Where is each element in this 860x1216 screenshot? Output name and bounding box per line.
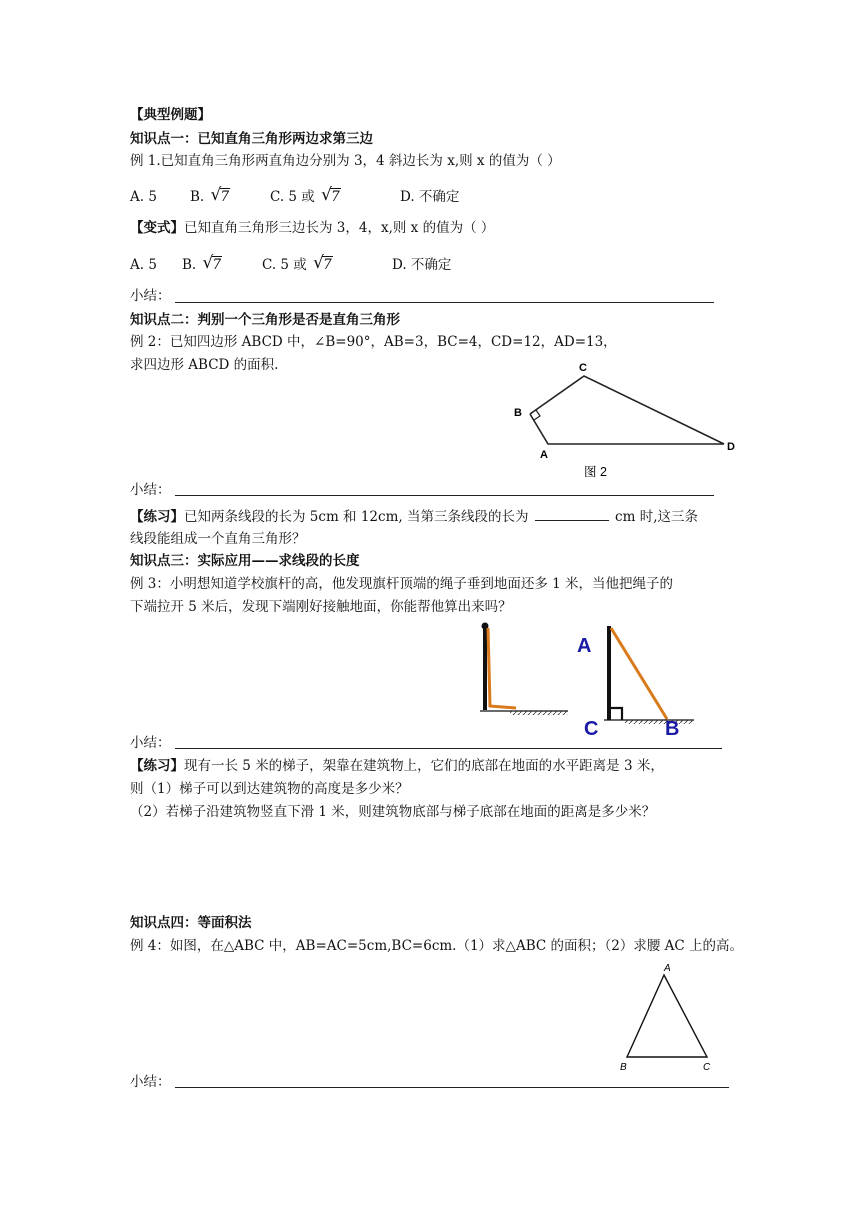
kp1-option-a: A. 5 bbox=[130, 189, 157, 205]
kp1-option-b bbox=[190, 185, 230, 206]
flagpole-figure bbox=[470, 618, 704, 740]
practice-suffix: cm 时,这三条 bbox=[615, 509, 698, 525]
practice-prefix bbox=[130, 509, 528, 525]
kp2-example-line2: 求四边形 ABCD 的面积. bbox=[130, 357, 279, 373]
option-b-label: B. bbox=[182, 257, 197, 273]
quadrilateral-outline bbox=[530, 376, 724, 444]
variant-tag: 【变式】 bbox=[130, 220, 184, 236]
kp2-practice bbox=[130, 507, 698, 526]
kp4-heading: 知识点四：等面积法 bbox=[130, 915, 252, 931]
label-c: C bbox=[703, 1062, 711, 1073]
label-a: A bbox=[664, 963, 671, 974]
label-d: D bbox=[727, 441, 735, 453]
kp4-example: 例 4：如图，在△ABC 中，AB=AC=5cm,BC=6cm.（1）求△ABC 的面积；（2）求腰 AC 上的高。 bbox=[130, 938, 743, 954]
kp4-summary-line[interactable] bbox=[175, 1087, 729, 1088]
sqrt-symbol: √ 7 bbox=[313, 253, 332, 273]
triangle-figure bbox=[614, 958, 718, 1078]
kp1-variant-option-c bbox=[262, 253, 333, 274]
kp3-practice-line3: （2）若梯子沿建筑物竖直下滑 1 米，则建筑物底部与梯子底部在地面的距离是多少米？ bbox=[130, 804, 656, 820]
label-b: B bbox=[665, 718, 680, 740]
kp1-variant-option-d: D. 不确定 bbox=[392, 257, 452, 273]
kp1-option-d: D. 不确定 bbox=[400, 189, 460, 205]
section-title: 【典型例题】 bbox=[130, 107, 211, 123]
rope-hanging bbox=[488, 628, 516, 708]
kp1-example: 例 1.已知直角三角形两直角边分别为 3，4 斜边长为 x,则 x 的值为（ ） bbox=[130, 153, 561, 169]
right-angle-mark bbox=[611, 708, 622, 720]
kp2-practice-line2: 线段能组成一个直角三角形？ bbox=[130, 531, 306, 547]
label-c: C bbox=[579, 362, 587, 374]
kp3-summary-label: 小结： bbox=[130, 735, 171, 751]
kp1-option-c bbox=[270, 185, 341, 206]
ground-hatch-right bbox=[625, 720, 694, 724]
sqrt-value: 7 bbox=[220, 189, 230, 205]
kp1-variant-option-b bbox=[182, 253, 222, 274]
option-c-label: C. 5 或 bbox=[262, 257, 307, 273]
quadrilateral-figure bbox=[508, 358, 744, 484]
kp2-summary-label: 小结： bbox=[130, 482, 171, 498]
kp3-practice-line2: 则（1）梯子可以到达建筑物的高度是多少米？ bbox=[130, 781, 409, 797]
kp2-heading: 知识点二：判别一个三角形是否是直角三角形 bbox=[130, 312, 400, 328]
ground-hatch-left bbox=[510, 711, 568, 715]
rope-pulled bbox=[611, 628, 667, 719]
kp1-heading: 知识点一：已知直角三角形两边求第三边 bbox=[130, 131, 373, 147]
sqrt-symbol: √ 7 bbox=[321, 185, 340, 205]
practice-text: 现有一长 5 米的梯子，架靠在建筑物上，它们的底部在地面的水平距离是 3 米， bbox=[184, 758, 664, 774]
figure-caption: 图 2 bbox=[584, 465, 607, 479]
practice-tag: 【练习】 bbox=[130, 758, 184, 774]
label-b: B bbox=[514, 407, 522, 419]
kp3-example-line2: 下端拉开 5 米后，发现下端刚好接触地面，你能帮他算出来吗？ bbox=[130, 599, 512, 615]
label-b: B bbox=[620, 1062, 627, 1073]
practice-text: 已知两条线段的长为 5cm 和 12cm, 当第三条线段的长为 bbox=[184, 509, 529, 525]
kp3-summary-line[interactable] bbox=[175, 748, 722, 749]
label-a: A bbox=[540, 449, 548, 461]
label-c: C bbox=[584, 718, 599, 740]
triangle-outline bbox=[627, 975, 707, 1057]
variant-text: 已知直角三角形三边长为 3，4，x,则 x 的值为（ ） bbox=[184, 220, 495, 236]
sqrt-symbol: √ 7 bbox=[202, 253, 222, 273]
practice-tag: 【练习】 bbox=[130, 509, 184, 525]
kp1-summary-label: 小结： bbox=[130, 288, 171, 304]
sqrt-symbol: √ 7 bbox=[210, 185, 230, 205]
sqrt-value: 7 bbox=[212, 257, 222, 273]
kp2-example-line1: 例 2：已知四边形 ABCD 中，∠B=90°，AB=3，BC=4，CD=12，AD=13， bbox=[130, 334, 617, 350]
kp1-summary-line[interactable] bbox=[175, 302, 714, 303]
practice-blank[interactable] bbox=[535, 507, 609, 521]
kp1-variant-option-a: A. 5 bbox=[130, 257, 157, 273]
kp3-heading: 知识点三：实际应用——求线段的长度 bbox=[130, 553, 360, 569]
kp3-example-line1: 例 3：小明想知道学校旗杆的高，他发现旗杆顶端的绳子垂到地面还多 1 米，当他把绳子的 bbox=[130, 576, 674, 592]
option-b-label: B. bbox=[190, 189, 205, 205]
kp3-practice-line1 bbox=[130, 757, 664, 775]
kp4-summary-label: 小结： bbox=[130, 1074, 171, 1090]
kp2-summary-line[interactable] bbox=[175, 495, 714, 496]
label-a: A bbox=[577, 635, 592, 657]
sqrt-value: 7 bbox=[331, 189, 340, 205]
kp1-variant bbox=[130, 219, 494, 237]
sqrt-value: 7 bbox=[323, 257, 332, 273]
option-c-label: C. 5 或 bbox=[270, 189, 315, 205]
